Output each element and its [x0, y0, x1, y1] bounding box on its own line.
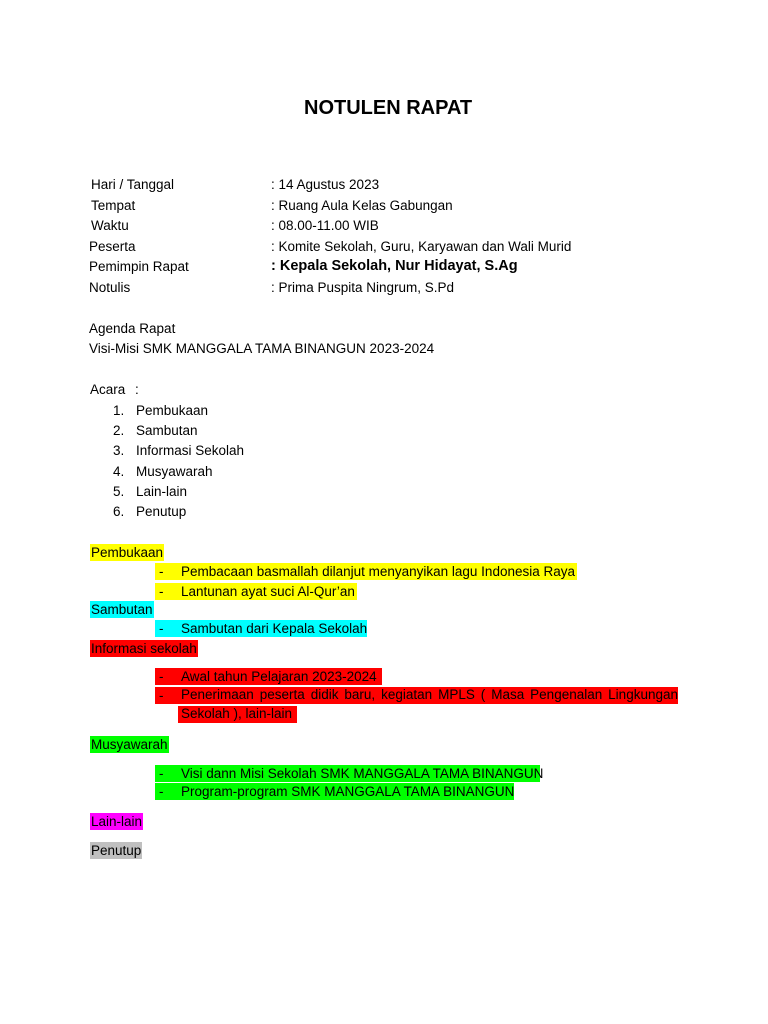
section-heading-penutup: Penutup — [91, 843, 142, 858]
meta-label-notetaker: Notulis — [89, 280, 131, 295]
bullet-dash: - — [159, 688, 164, 703]
section-item-informasi-1: Awal tahun Pelajaran 2023-2024 — [181, 669, 377, 684]
section-heading-sambutan: Sambutan — [91, 602, 153, 617]
meta-value-leader-name: Kepala Sekolah, Nur Hidayat, S.Ag — [279, 258, 518, 274]
acara-heading: Acara — [90, 382, 126, 397]
list-item: Pembukaan — [136, 403, 209, 418]
meta-value-place: : Ruang Aula Kelas Gabungan — [271, 198, 453, 213]
section-heading-pembukaan: Pembukaan — [91, 545, 164, 560]
section-item-informasi-2: Penerimaan peserta didik baru, kegiatan MPLS ( Masa Pengenalan Lingkungan Sekolah ), lain-lain — [181, 687, 678, 721]
meta-value-participants: : Komite Sekolah, Guru, Karyawan dan Wali Murid — [271, 239, 572, 254]
section-item-pembukaan-1: Pembacaan basmallah dilanjut menyanyikan lagu Indonesia Raya — [181, 564, 575, 579]
meta-value-date: : 14 Agustus 2023 — [271, 177, 380, 192]
section-item-pembukaan-2: Lantunan ayat suci Al-Qur’an — [181, 584, 355, 599]
agenda-text: Visi-Misi SMK MANGGALA TAMA BINANGUN 2023-2024 — [89, 341, 435, 356]
list-item: Sambutan — [136, 423, 198, 438]
section-item-musyawarah-2: Program-program SMK MANGGALA TAMA BINANGUN — [181, 784, 515, 799]
meta-label-participants: Peserta — [89, 239, 136, 254]
list-item-number: 5. — [113, 484, 125, 499]
meta-label-place: Tempat — [91, 198, 136, 213]
section-heading-lainlain: Lain-lain — [91, 814, 143, 829]
section-heading-informasi: Informasi sekolah — [91, 641, 197, 656]
page-title: NOTULEN RAPAT — [304, 97, 473, 119]
section-item-sambutan-1: Sambutan dari Kepala Sekolah — [181, 621, 368, 636]
list-item: Musyawarah — [136, 464, 213, 479]
list-item: Lain-lain — [136, 484, 188, 499]
meta-value-time: : 08.00-11.00 WIB — [271, 218, 379, 233]
meta-label-leader: Pemimpin Rapat — [89, 259, 189, 274]
list-item: Informasi Sekolah — [136, 443, 245, 458]
meta-label-time: Waktu — [91, 218, 129, 233]
bullet-dash: - — [159, 564, 164, 579]
meta-value-leader — [271, 257, 518, 275]
list-item-number: 6. — [113, 504, 125, 519]
meta-value-notetaker: : Prima Puspita Ningrum, S.Pd — [271, 280, 455, 295]
section-item-musyawarah-1: Visi dann Misi Sekolah SMK MANGGALA TAMA BINANGUN — [181, 766, 544, 781]
list-item-number: 4. — [113, 464, 125, 479]
list-item-number: 1. — [113, 403, 125, 418]
list-item: Penutup — [136, 504, 187, 519]
acara-colon: : — [135, 382, 139, 397]
bullet-dash: - — [159, 784, 164, 799]
bullet-dash: - — [159, 669, 164, 684]
section-heading-musyawarah: Musyawarah — [91, 737, 168, 752]
list-item-number: 3. — [113, 443, 125, 458]
bullet-dash: - — [159, 584, 164, 599]
list-item-number: 2. — [113, 423, 125, 438]
meta-value-leader-prefix: : — [271, 258, 280, 274]
bullet-dash: - — [159, 766, 164, 781]
agenda-heading: Agenda Rapat — [89, 321, 176, 336]
meta-label-date: Hari / Tanggal — [91, 177, 175, 192]
bullet-dash: - — [159, 621, 164, 636]
